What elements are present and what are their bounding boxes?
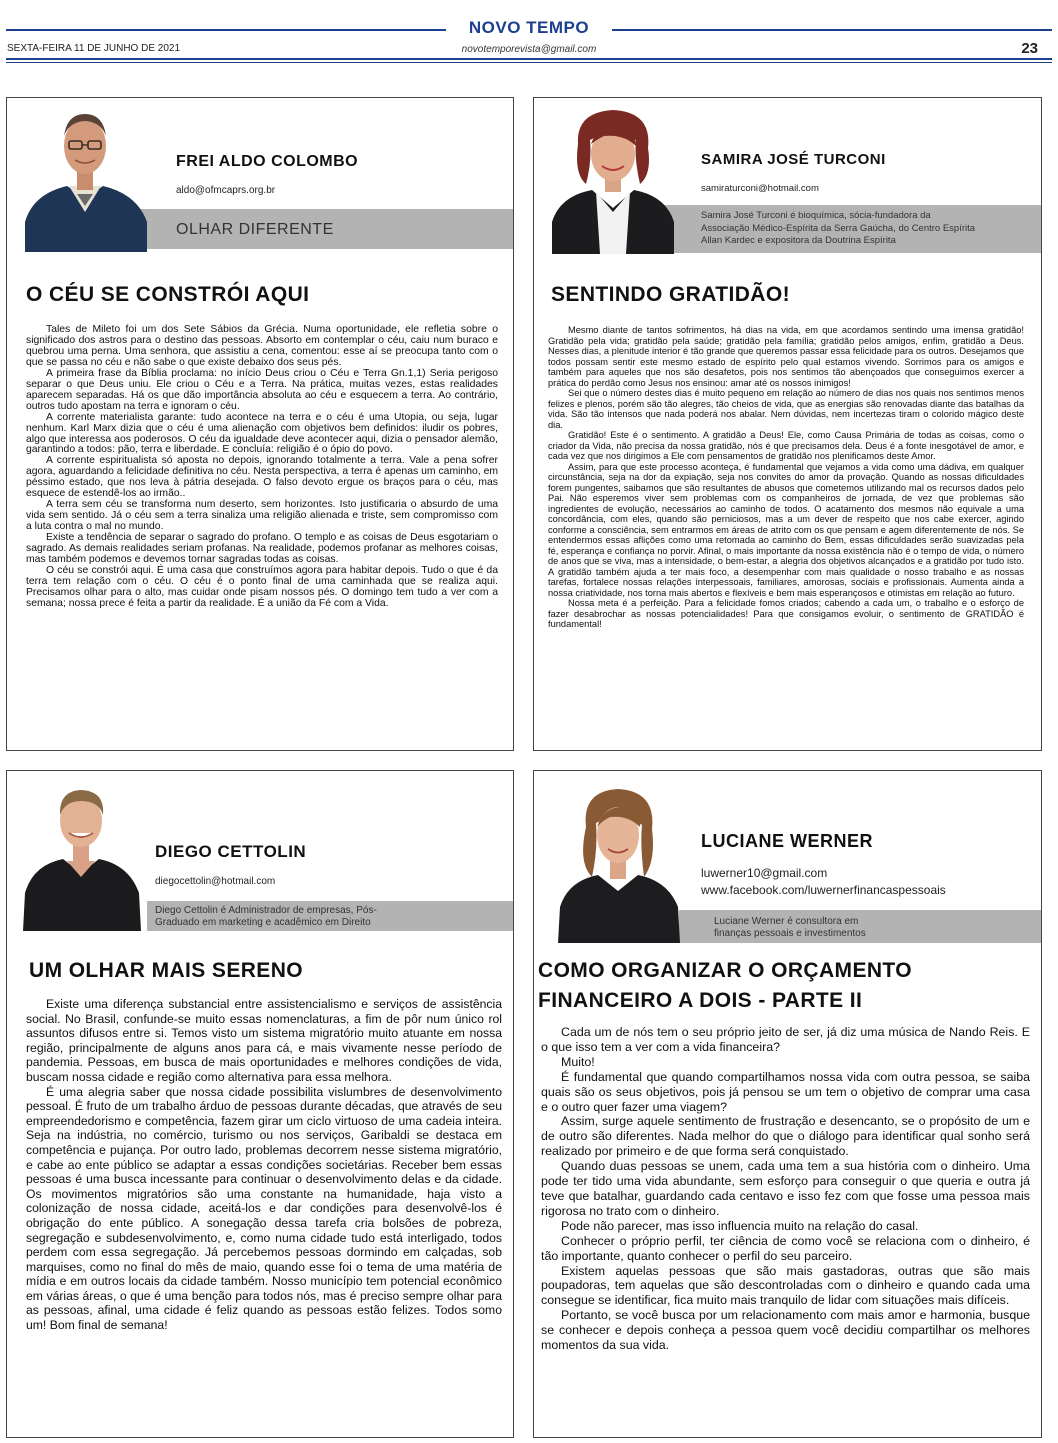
author-website[interactable]: www.facebook.com/luwernerfinancaspessoais xyxy=(701,883,946,897)
author-photo xyxy=(556,783,681,943)
article-paragraph: Assim, surge aquele sentimento de frustração e desencanto, se o propósito de um e de outro são diferentes. Nada melhor do que o diálogo para identificar qual sonho será realizado por primeiro e de que forma será conquistado. xyxy=(541,1114,1030,1159)
article-paragraph: Pode não parecer, mas isso influencia muito na relação do casal. xyxy=(561,1218,919,1233)
article-paragraph: O céu se constrói aqui. É uma casa que construímos agora para habitar depois. Tudo o que é da terra tem relação com o céu. O céu é o ponto final de uma caminhada que se realiza aqui. Precisamos olhar para o alto, mas cuidar onde pisam nossos pés. O domingo tem tudo a ver com a semana; nossa prece é feita a partir da realidade. É a união da Fé com a Vida. xyxy=(26,564,498,609)
author-name: LUCIANE WERNER xyxy=(701,831,873,851)
author-bio: Samira José Turconi é bioquímica, sócia-fundadora da Associação Médico-Espírita da Serra Gaúcha, do Centro Espírita Allan Kardec e expositora da Doutrina Espírita xyxy=(701,210,976,246)
author-name: FREI ALDO COLOMBO xyxy=(176,153,359,170)
author-email[interactable]: aldo@ofmcaprs.org.br xyxy=(176,185,276,196)
article-paragraph: A primeira frase da Bíblia proclama: no início Deus criou o Céu e Terra Gn.1,1) Seria perigoso separar o que Deus uniu. Ele criou o Céu e a Terra. Na prática, muitas vezes, estas realidades aparecem separadas. Há os que dão importância absoluta ao céu e esquecem a terra. Ao contrário, outros tudo apostam na terra e ignoram o céu. xyxy=(26,367,498,412)
article-body xyxy=(26,325,498,610)
author-bio: Diego Cettolin é Administrador de empresas, Pós-Graduado em marketing e acadêmico em Direito xyxy=(155,905,377,928)
article-body xyxy=(26,997,502,1333)
author-bio: Luciane Werner é consultora em finanças pessoais e investimentos xyxy=(714,916,866,939)
author-photo xyxy=(19,781,144,931)
article-paragraph: Tales de Mileto foi um dos Sete Sábios da Grécia. Numa oportunidade, ele refletia sobre o significado dos astros para o destino das pessoas. Absorto em contemplar o céu, caiu num buraco e quebrou uma perna. Uma senhora, que assistiu a cena, comentou: esse aí se preocupa tanto com o que se passa no céu e não sabe o que existe debaixo dos seus pés. xyxy=(26,324,498,368)
author-email[interactable]: luwerner10@gmail.com xyxy=(701,866,828,880)
article-body xyxy=(548,325,1024,630)
page-number: 23 xyxy=(1021,40,1038,57)
article-paragraph: Existem aquelas pessoas que são mais gastadoras, outras que são mais poupadoras, tem aquelas que são descontroladas com o dinheiro e quando cada uma consegue se identificar, fica muito mais tranquilo de lidar com situações mais difíceis. xyxy=(541,1263,1030,1308)
article-paragraph: Existe uma diferença substancial entre assistencialismo e serviços de assistência social. No Brasil, confunde-se muito essas nomenclaturas, a fim de pôr num único rol assuntos difusos entre si. Temos visto um sistema migratório muito atuante em nossa região, principalmente de alguns anos para cá, e mais vivamente nesse período de pandemia. Pessoas, em busca de mais oportunidades e melhores condições de vida, buscam nossa cidade e região como alternativa para essa melhora. xyxy=(26,997,502,1084)
column-section-name: OLHAR DIFERENTE xyxy=(176,221,334,238)
article-paragraph: A corrente espiritualista só aposta no depois, ignorando totalmente a terra. Vale a pena sofrer agora, aguardando a felicidade definitiva no céu. Nesta perspectiva, a terra é apenas um caminho, em péssimo estado, que nos leva à pátria desejada. O falso devoto ergue os braços para o céu, mas esquece de estendê-los ao irmão.. xyxy=(26,455,498,500)
author-name: DIEGO CETTOLIN xyxy=(155,842,307,861)
masthead-rule-thin xyxy=(6,62,1052,63)
author-email[interactable]: samiraturconi@hotmail.com xyxy=(701,183,819,194)
column-samira-jose-turconi xyxy=(533,97,1042,751)
article-headline: UM OLHAR MAIS SERENO xyxy=(29,959,304,982)
article-body xyxy=(541,1025,1030,1353)
article-paragraph: A terra sem céu se transforma num deserto, sem horizontes. Isto justificaria o absurdo de uma vida sem sentido. Já o céu sem a terra sinaliza uma religião alienada e triste, sem compromisso com a luta contra o mal no mundo. xyxy=(26,499,498,533)
article-paragraph: Conhecer o próprio perfil, ter ciência de como você se relaciona com o dinheiro, é tão importante, quanto conhecer o perfil do seu parceiro. xyxy=(541,1233,1030,1263)
article-paragraph: Sei que o número destes dias é muito pequeno em relação ao número de dias nos quais nos sentimos menos felizes e plenos, porém são tão alegres, tão cheios de vida, que as energias são renovadas diante das batalhas da vida. São tão intensos que nada poderá nos abalar. Nem dúvidas, nem incertezas tiram o colorido mágico deste dia. xyxy=(548,388,1024,430)
article-paragraph: Gratidão! Este é o sentimento. A gratidão a Deus! Ele, como Causa Primária de todas as coisas, como o criador da Vida, não precisa da nossa gratidão, nós é que precisamos dela. Deus é a fonte inesgotável de amor, e cada vez que nos dirigimos a Ele com pensamentos de gratidão nos plenificamos deste Amor. xyxy=(548,430,1024,461)
author-portrait-illustration xyxy=(23,102,149,252)
author-name: SAMIRA JOSÉ TURCONI xyxy=(701,151,886,168)
author-portrait-illustration xyxy=(19,781,144,931)
issue-date: SEXTA-FEIRA 11 DE JUNHO DE 2021 xyxy=(7,43,181,54)
article-paragraph: É fundamental que quando compartilhamos nossa vida com outra pessoa, se saiba quais são os seus objetivos, pois já pensou se um tem o objetivo de comprar uma casa e o outro quer fazer uma viagem? xyxy=(541,1069,1030,1114)
article-headline: SENTINDO GRATIDÃO! xyxy=(551,283,790,306)
article-paragraph: Cada um de nós tem o seu próprio jeito de ser, já diz uma música de Nando Reis. E o que isso tem a ver com a vida financeira? xyxy=(541,1025,1030,1054)
article-paragraph: Portanto, se você busca por um relacionamento com mais amor e harmonia, busque se conhecer e depois conheça a pessoa quem você decidiu compartilhar os melhores momentos da sua vida. xyxy=(541,1308,1030,1353)
article-headline: O CÉU SE CONSTRÓI AQUI xyxy=(26,283,310,306)
author-email[interactable]: diegocettolin@hotmail.com xyxy=(155,876,276,887)
author-photo xyxy=(548,104,678,254)
article-paragraph: Quando duas pessoas se unem, cada uma tem a sua história com o dinheiro. Uma pode ter tido uma vida abundante, sem esforço para conseguir o que queria e outra já teve que batalhar, guardando cada centavo e isso fez com que fosse uma pessoa mais rigorosa no trato com o dinheiro. xyxy=(541,1159,1030,1218)
article-paragraph: A corrente materialista garante: tudo acontece na terra e o céu é uma Utopia, ou seja, lugar nenhum. Karl Marx dizia que o céu é uma alienação com objetivos bem definidos: iludir os pobres, algo que interessa aos poderosos. O céu da igualdade deve acontecer aqui, dizia o pensador alemão, garantindo a todos: pão, terra e liberdade. E concluía: religião é o ópio do povo. xyxy=(26,411,498,456)
newspaper-email[interactable]: novotemporevista@gmail.com xyxy=(461,44,597,55)
column-diego-cettolin xyxy=(6,770,514,1438)
article-paragraph: Existe a tendência de separar o sagrado do profano. O templo e as coisas de Deus esgotariam o sagrado. As demais realidades seriam profanas. Na realidade, podemos profanar as melhores coisas, mas também podemos e devemos tornar sagradas todas as coisas. xyxy=(26,532,498,566)
masthead xyxy=(0,0,1058,66)
author-photo xyxy=(23,102,149,252)
column-luciane-werner xyxy=(533,770,1042,1438)
author-portrait-illustration xyxy=(556,783,681,943)
article-paragraph: Nossa meta é a perfeição. Para a felicidade fomos criados; cabendo a cada um, o trabalho e o esforço de fazer desabrochar as nossas potencialidades! Para que consigamos evoluir, o sentimento de GRATIDÃO é fundamental! xyxy=(548,598,1024,629)
article-headline: COMO ORGANIZAR O ORÇAMENTO FINANCEIRO A DOIS - PARTE II xyxy=(538,959,913,1012)
article-paragraph: É uma alegria saber que nossa cidade possibilita vislumbres de desenvolvimento pessoal. É fruto de um trabalho árduo de pessoas durante décadas, que através de seu empreendedorismo e competência, fazem girar um ciclo virtuoso de uma cadeia inteira. Seja na indústria, no comércio, turismo ou nos serviços, Garibaldi se destaca em competência e pujança. Por outro lado, problemas decorrem nesse sistema migratório, e cabe ao ente público se adaptar a essas condições societárias. Receber bem essas pessoas é uma busca incessante para continuar o desenvolvimento delas e da cidade. Os movimentos migratórios são uma constante na humanidade, haja visto a colonização de nossa cidade, aceitá-los e dar condições para desenvolvê-los é obrigação do ente público. A sonegação dessa tarefa cria bolsões de pobreza, segregação e subdesenvolvimento, e, como numa cidade tudo está interligado, todos perdem com essa segregação. Já percebemos pessoas dormindo em calçadas, sob marquises, como no final do mês de maio, quando esse foi o tema de uma matéria de mídia e em outros locais da cidade também. Nosso município tem potencial econômico em várias áreas, o que é uma benção para todos nós, mas é preciso sempre olhar para as pessoas, afinal, uma cidade é feliz quando as pessoas estão felizes. Todos somo um! Bom final de semana! xyxy=(26,1084,502,1333)
article-paragraph: Assim, para que este processo aconteça, é fundamental que vejamos a vida como uma dádiva, em qualquer circunstância, seja na dor da expiação, seja nos convites do amor da provação. Quando as nossas dificuldades forem pungentes, saibamos que são resultantes de abusos que cometemos utilizando mal os recursos dados pelo Pai. Não esperemos viver sem problemas com os companheiros de jornada, de vez que problemas são ingredientes de evolução, necessários ao caminho de todos. O acatamento dos mesmos não equivale a uma concordância, com eles, quando são perniciosos, mas a um dever de respeito que nos cabe exercer, agindo conforme a consciência, sem entrarmos em áreas de atrito com os que pensam e agem diferentemente de nós. Se entendermos essas aflições como uma retomada ao caminho do Bem, essas dificuldades serão suavizadas pela fé, esperança e confiança no porvir. Afinal, o mais importante da nossa existência não é o tempo de vida, o número de anos que se viva, mas a intensidade, o bem-estar, a alegria dos objetivos alcançados e a gratidão por tudo isto. A gratidão também ajuda a ter mais foco, a desempenhar com mais qualidade o nosso trabalho e as nossas tarefas, fortalece nossas relações interpessoais, familiares, amorosas, sociais e profissionais. Aumenta ainda a nossa criatividade, nos torna mais abertos e flexíveis e bem mais esperançosos e otimistas em relação ao futuro. xyxy=(548,461,1024,598)
article-paragraph: Mesmo diante de tantos sofrimentos, há dias na vida, em que acordamos sentindo uma imensa gratidão! Gratidão pela vida; gratidão pela saúde; gratidão pela família; gratidão pelos amigos, enfim, gratidão a Deus. Nesses dias, a plenitude interior é tão grande que queremos passar essa felicidade para os outros. Desejamos que todos possam sentir este mesmo estado de espírito pelo qual estamos vivendo. Sorrimos para os amigos e também para aqueles que nos são desafetos, pois nos sentimos tão abençoados que conseguimos exercer a prática do perdão como Jesus nos ensinou: amar até os nossos inimigos! xyxy=(548,325,1024,388)
masthead-rule xyxy=(6,58,1052,60)
column-frei-aldo-colombo xyxy=(6,97,514,751)
newspaper-title: NOVO TEMPO xyxy=(468,18,590,37)
article-paragraph: Muito! xyxy=(561,1054,595,1069)
author-portrait-illustration xyxy=(548,104,678,254)
